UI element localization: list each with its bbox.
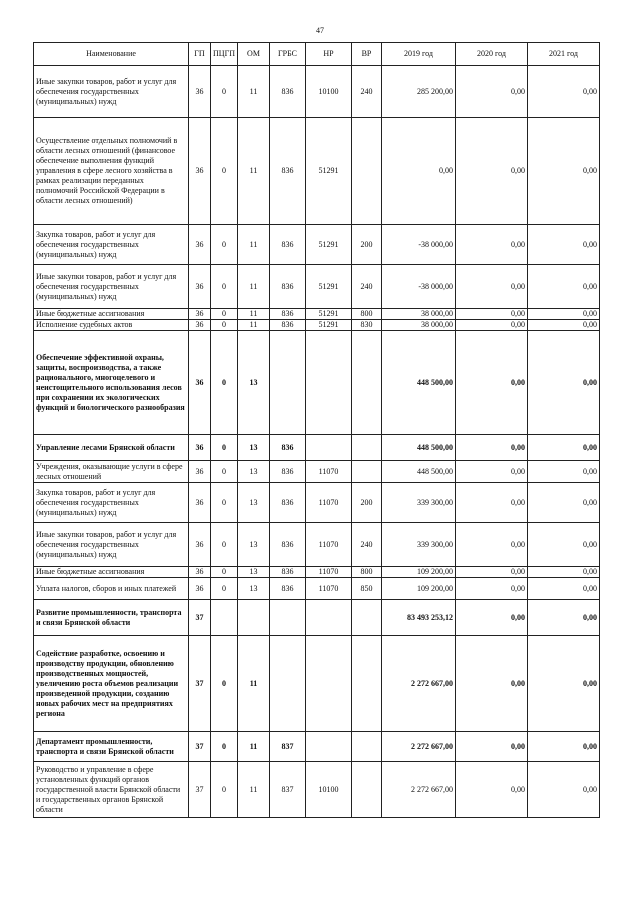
row-gp: 36 [189,567,211,578]
row-pcgp: 0 [211,331,238,435]
row-gp: 36 [189,66,211,118]
row-om: 11 [238,265,270,309]
row-vr [352,732,382,762]
row-om: 13 [238,523,270,567]
row-name: Содействие разработке, освоению и производству продукции, обновлению производственных мощностей, увеличению роста объемов реализации произведенной продукции, созданию новых рабочих мест на предприятиях региона [34,636,189,732]
row-2020: 0,00 [456,523,528,567]
row-grbs: 836 [270,523,306,567]
row-gp: 37 [189,732,211,762]
row-pcgp: 0 [211,225,238,265]
row-grbs: 836 [270,461,306,483]
row-name: Руководство и управление в сфере установленных функций органов государственной власти Брянской области и государственных органов Брянской области [34,762,189,818]
row-grbs: 836 [270,265,306,309]
row-gp: 37 [189,600,211,636]
row-2019: 38 000,00 [382,320,456,331]
row-2019: 38 000,00 [382,309,456,320]
row-gp: 37 [189,636,211,732]
row-2020: 0,00 [456,600,528,636]
row-pcgp: 0 [211,636,238,732]
row-pcgp: 0 [211,320,238,331]
col-header-om: ОМ [238,43,270,66]
row-gp: 36 [189,461,211,483]
row-name: Иные бюджетные ассигнования [34,309,189,320]
row-vr: 240 [352,523,382,567]
row-nr: 11070 [306,578,352,600]
row-2019: 109 200,00 [382,578,456,600]
row-gp: 36 [189,523,211,567]
row-om [238,600,270,636]
budget-table [33,42,600,818]
col-header-2019: 2019 год [382,43,456,66]
table-row [34,225,600,265]
row-2021: 0,00 [528,309,600,320]
row-gp: 36 [189,309,211,320]
row-name: Уплата налогов, сборов и иных платежей [34,578,189,600]
table-row [34,762,600,818]
row-pcgp: 0 [211,483,238,523]
row-grbs: 836 [270,435,306,461]
row-2021: 0,00 [528,483,600,523]
row-pcgp: 0 [211,523,238,567]
row-pcgp: 0 [211,435,238,461]
row-2021: 0,00 [528,600,600,636]
row-2021: 0,00 [528,567,600,578]
row-grbs: 837 [270,762,306,818]
row-om: 11 [238,320,270,331]
row-grbs: 836 [270,567,306,578]
row-2021: 0,00 [528,265,600,309]
row-2020: 0,00 [456,762,528,818]
row-nr [306,600,352,636]
row-2021: 0,00 [528,578,600,600]
row-gp: 36 [189,435,211,461]
row-vr: 800 [352,309,382,320]
row-2021: 0,00 [528,225,600,265]
row-pcgp [211,600,238,636]
table-row [34,118,600,225]
table-row [34,66,600,118]
row-name: Иные закупки товаров, работ и услуг для обеспечения государственных (муниципальных) нужд [34,265,189,309]
page-number: 47 [316,26,324,35]
row-nr: 11070 [306,567,352,578]
row-vr [352,118,382,225]
table-row [34,732,600,762]
row-grbs: 837 [270,732,306,762]
row-2020: 0,00 [456,265,528,309]
row-2021: 0,00 [528,435,600,461]
row-pcgp: 0 [211,762,238,818]
row-grbs: 836 [270,578,306,600]
row-2019: 2 272 667,00 [382,732,456,762]
row-2020: 0,00 [456,461,528,483]
row-name: Закупка товаров, работ и услуг для обеспечения государственных (муниципальных) нужд [34,483,189,523]
row-2020: 0,00 [456,309,528,320]
row-nr: 11070 [306,483,352,523]
row-2021: 0,00 [528,331,600,435]
table-row [34,483,600,523]
row-nr [306,331,352,435]
row-2020: 0,00 [456,636,528,732]
col-header-name: Наименование [34,43,189,66]
table-row [34,578,600,600]
row-name: Управление лесами Брянской области [34,435,189,461]
table-row [34,265,600,309]
row-vr [352,435,382,461]
row-pcgp: 0 [211,265,238,309]
row-2021: 0,00 [528,762,600,818]
row-vr: 200 [352,483,382,523]
table-row [34,461,600,483]
row-grbs: 836 [270,225,306,265]
row-om: 11 [238,66,270,118]
table-row [34,636,600,732]
row-vr: 240 [352,265,382,309]
row-2021: 0,00 [528,636,600,732]
row-2019: -38 000,00 [382,265,456,309]
row-nr: 10100 [306,66,352,118]
row-2019: 2 272 667,00 [382,762,456,818]
row-name: Учреждения, оказывающие услуги в сфере лесных отношений [34,461,189,483]
table-header-row [34,43,600,66]
row-nr: 51291 [306,225,352,265]
row-nr: 51291 [306,118,352,225]
row-grbs: 836 [270,66,306,118]
row-om: 13 [238,578,270,600]
row-2020: 0,00 [456,320,528,331]
col-header-2021: 2021 год [528,43,600,66]
row-vr: 800 [352,567,382,578]
row-2021: 0,00 [528,461,600,483]
row-name: Исполнение судебных актов [34,320,189,331]
row-vr [352,600,382,636]
row-2019: 448 500,00 [382,331,456,435]
col-header-pcgp: ПЦГП [211,43,238,66]
row-2019: 448 500,00 [382,435,456,461]
row-nr: 11070 [306,461,352,483]
row-vr: 240 [352,66,382,118]
row-gp: 36 [189,225,211,265]
row-2020: 0,00 [456,118,528,225]
row-vr: 200 [352,225,382,265]
row-om: 13 [238,567,270,578]
row-grbs [270,331,306,435]
table-row [34,567,600,578]
row-2021: 0,00 [528,118,600,225]
row-pcgp: 0 [211,578,238,600]
row-2020: 0,00 [456,225,528,265]
col-header-nr: НР [306,43,352,66]
row-2019: 2 272 667,00 [382,636,456,732]
row-nr: 51291 [306,265,352,309]
row-2020: 0,00 [456,483,528,523]
row-name: Осуществление отдельных полномочий в области лесных отношений (финансовое обеспечение выполнения функций управления в сфере лесного хозяйства в рамках реализации переданных полномочий Российской Федерации в области лесных отношений) [34,118,189,225]
row-grbs: 836 [270,483,306,523]
table-row [34,600,600,636]
row-om: 11 [238,636,270,732]
row-name: Закупка товаров, работ и услуг для обеспечения государственных (муниципальных) нужд [34,225,189,265]
row-om: 11 [238,732,270,762]
row-om: 13 [238,461,270,483]
row-om: 13 [238,331,270,435]
row-pcgp: 0 [211,309,238,320]
row-nr [306,435,352,461]
row-2020: 0,00 [456,66,528,118]
row-vr [352,461,382,483]
row-vr [352,762,382,818]
row-om: 11 [238,309,270,320]
table-row [34,523,600,567]
row-2020: 0,00 [456,331,528,435]
row-2020: 0,00 [456,578,528,600]
row-2020: 0,00 [456,732,528,762]
col-header-2020: 2020 год [456,43,528,66]
row-2021: 0,00 [528,732,600,762]
row-gp: 36 [189,483,211,523]
row-grbs: 836 [270,309,306,320]
col-header-gp: ГП [189,43,211,66]
table-row [34,320,600,331]
row-grbs [270,600,306,636]
row-name: Департамент промышленности, транспорта и связи Брянской области [34,732,189,762]
row-om: 11 [238,118,270,225]
row-2020: 0,00 [456,567,528,578]
row-om: 11 [238,225,270,265]
row-vr: 830 [352,320,382,331]
table-row [34,435,600,461]
row-nr: 10100 [306,762,352,818]
row-vr [352,331,382,435]
row-gp: 36 [189,118,211,225]
row-gp: 36 [189,331,211,435]
row-2019: 285 200,00 [382,66,456,118]
row-vr [352,636,382,732]
row-gp: 37 [189,762,211,818]
row-2020: 0,00 [456,435,528,461]
row-2019: 339 300,00 [382,523,456,567]
row-grbs [270,636,306,732]
row-name: Развитие промышленности, транспорта и связи Брянской области [34,600,189,636]
row-2019: 83 493 253,12 [382,600,456,636]
row-nr: 51291 [306,309,352,320]
row-name: Иные закупки товаров, работ и услуг для обеспечения государственных (муниципальных) нужд [34,523,189,567]
row-pcgp: 0 [211,567,238,578]
row-grbs: 836 [270,320,306,331]
table-row [34,331,600,435]
row-nr [306,636,352,732]
row-name: Иные бюджетные ассигнования [34,567,189,578]
table-row [34,309,600,320]
row-grbs: 836 [270,118,306,225]
row-gp: 36 [189,578,211,600]
row-pcgp: 0 [211,461,238,483]
row-2019: 0,00 [382,118,456,225]
row-nr [306,732,352,762]
row-pcgp: 0 [211,732,238,762]
col-header-grbs: ГРБС [270,43,306,66]
row-2019: 448 500,00 [382,461,456,483]
row-2021: 0,00 [528,66,600,118]
row-name: Иные закупки товаров, работ и услуг для обеспечения государственных (муниципальных) нужд [34,66,189,118]
row-2019: -38 000,00 [382,225,456,265]
row-pcgp: 0 [211,66,238,118]
row-gp: 36 [189,320,211,331]
row-name: Обеспечение эффективной охраны, защиты, воспроизводства, а также рационального, многоцелевого и неистощительного использования лесов при сохранении их экологических функций и биологического разнообразия [34,331,189,435]
row-nr: 11070 [306,523,352,567]
row-om: 13 [238,483,270,523]
row-2021: 0,00 [528,523,600,567]
row-gp: 36 [189,265,211,309]
row-2021: 0,00 [528,320,600,331]
col-header-vr: ВР [352,43,382,66]
row-om: 13 [238,435,270,461]
row-nr: 51291 [306,320,352,331]
row-vr: 850 [352,578,382,600]
row-pcgp: 0 [211,118,238,225]
row-2019: 339 300,00 [382,483,456,523]
row-2019: 109 200,00 [382,567,456,578]
row-om: 11 [238,762,270,818]
